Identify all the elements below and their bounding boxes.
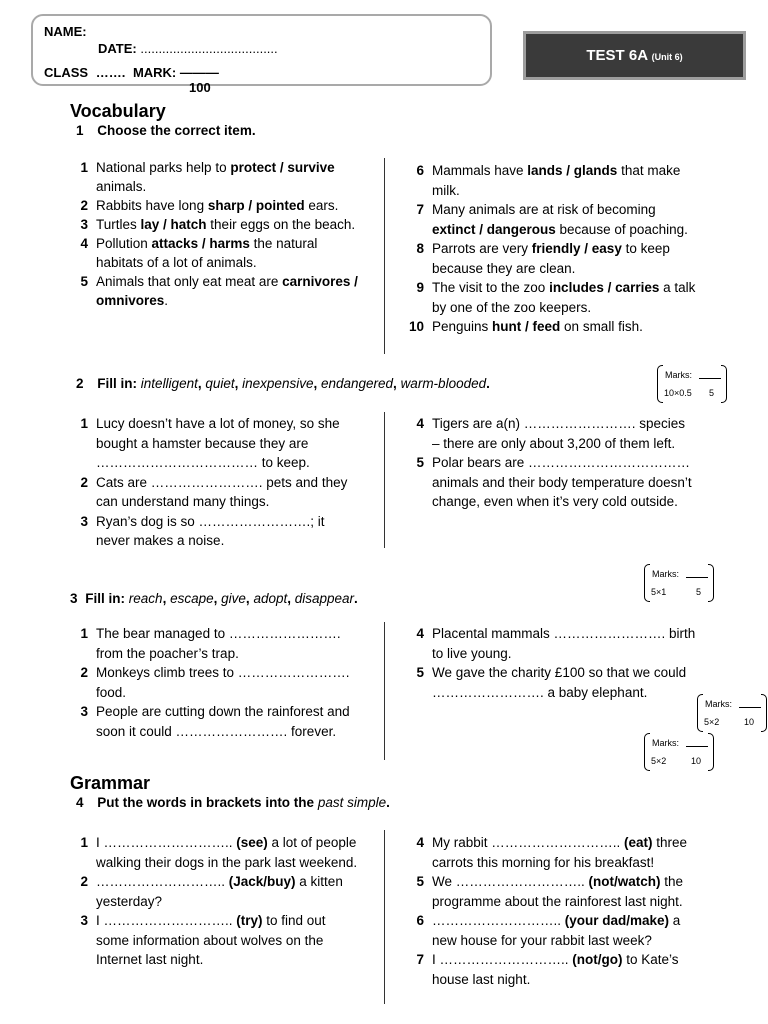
marks-blank[interactable] xyxy=(699,378,721,379)
marks-box xyxy=(697,694,767,732)
instruction-text: Put the words in brackets into the past simple. xyxy=(97,795,390,810)
class-mark-field[interactable] xyxy=(44,65,219,80)
marks-blank[interactable] xyxy=(739,707,761,708)
marks-calc: 5×1 xyxy=(651,587,667,597)
column-divider xyxy=(384,622,385,760)
question-number: 10 xyxy=(408,319,424,334)
exercise-3-right-column xyxy=(406,624,701,702)
test-title-banner xyxy=(523,31,746,80)
question-number: 3 xyxy=(80,913,88,928)
instruction-label: Fill in: xyxy=(85,591,126,606)
question-text: Monkeys climb trees to ……………………. food. xyxy=(96,665,350,700)
question-item[interactable] xyxy=(70,196,360,215)
question-item[interactable] xyxy=(406,950,696,989)
exercise-2-right-column xyxy=(406,414,696,512)
question-text: Parrots are very friendly / easy to keep because they are clean. xyxy=(432,241,670,276)
marks-blank[interactable] xyxy=(686,577,708,578)
exercise-number: 2 xyxy=(76,376,84,391)
question-item[interactable] xyxy=(70,215,360,234)
question-number: 8 xyxy=(416,241,424,256)
question-text: Tigers are a(n) ……………………. species – there are only about 3,200 of them left. xyxy=(432,416,686,451)
mark-total: 100 xyxy=(189,80,211,95)
marks-total: 5 xyxy=(708,388,714,398)
question-item[interactable] xyxy=(406,161,696,200)
question-item[interactable] xyxy=(406,872,696,911)
name-label: NAME: xyxy=(44,24,87,39)
exercise-1-instruction xyxy=(76,123,256,138)
question-number: 4 xyxy=(416,835,424,850)
question-text: The visit to the zoo includes / carries a talk by one of the zoo keepers. xyxy=(432,280,696,315)
marks-total: 10 xyxy=(743,717,754,727)
question-number: 1 xyxy=(80,835,88,850)
question-item[interactable] xyxy=(70,624,360,663)
question-item[interactable] xyxy=(406,453,696,512)
question-text: Turtles lay / hatch their eggs on the beach. xyxy=(96,217,356,232)
question-item[interactable] xyxy=(70,833,360,872)
question-item[interactable] xyxy=(70,234,360,272)
exercise-number: 1 xyxy=(76,123,84,138)
test-unit: (Unit 6) xyxy=(651,52,683,62)
word-bank: reach, escape, give, adopt, disappear. xyxy=(128,591,358,606)
question-number: 2 xyxy=(80,665,88,680)
question-text: National parks help to protect / survive animals. xyxy=(96,160,335,194)
marks-box xyxy=(644,564,714,602)
question-number: 1 xyxy=(80,626,88,641)
marks-label: Marks: xyxy=(705,699,732,709)
date-field[interactable] xyxy=(98,41,278,56)
question-text: Cats are ……………………. pets and they can understand many things. xyxy=(96,474,348,509)
question-text: Ryan’s dog is so …………………….; it never makes a noise. xyxy=(96,513,325,548)
question-item[interactable] xyxy=(406,239,696,278)
question-text: Many animals are at risk of becoming extinct / dangerous because of poaching. xyxy=(432,202,688,237)
marks-box xyxy=(644,733,714,771)
column-divider xyxy=(384,158,385,354)
question-item[interactable] xyxy=(70,473,360,512)
question-item[interactable] xyxy=(70,872,360,911)
date-label: DATE: xyxy=(98,41,137,56)
question-number: 1 xyxy=(80,416,88,431)
question-text: ……………………….. (Jack/buy) a kitten yesterday? xyxy=(96,874,343,909)
question-item[interactable] xyxy=(70,272,360,310)
marks-total: 10 xyxy=(690,756,701,766)
question-item[interactable] xyxy=(406,317,696,337)
marks-calc: 5×2 xyxy=(651,756,667,766)
question-text: The bear managed to ……………………. from the poacher’s trap. xyxy=(96,626,341,661)
exercise-4-left-column xyxy=(70,833,360,970)
question-item[interactable] xyxy=(406,833,696,872)
date-blank: ...................................... xyxy=(140,41,278,56)
exercise-1-right-column xyxy=(406,161,696,337)
question-text: Animals that only eat meat are carnivores / omnivores. xyxy=(96,274,358,308)
question-item[interactable] xyxy=(70,414,360,473)
mark-line: ——— xyxy=(179,65,219,80)
grammar-heading: Grammar xyxy=(70,773,151,793)
question-number: 4 xyxy=(416,416,424,431)
question-number: 4 xyxy=(80,236,88,251)
instruction-text: Choose the correct item. xyxy=(97,123,256,138)
question-number: 5 xyxy=(416,665,424,680)
question-number: 3 xyxy=(80,513,88,529)
marks-label: Marks: xyxy=(665,370,692,380)
question-number: 2 xyxy=(80,874,88,889)
class-blank: ……. xyxy=(95,65,126,80)
mark-label: MARK: xyxy=(132,65,177,80)
question-number: 7 xyxy=(416,952,424,967)
exercise-3-left-column xyxy=(70,624,360,741)
column-divider xyxy=(384,412,385,548)
question-number: 5 xyxy=(80,274,88,289)
question-item[interactable] xyxy=(406,200,696,239)
question-text: My rabbit ……………………….. (eat) three carrots this morning for his breakfast! xyxy=(432,835,688,870)
question-number: 2 xyxy=(80,198,88,213)
question-number: 6 xyxy=(416,163,424,178)
question-text: Pollution attacks / harms the natural habitats of a lot of animals. xyxy=(96,236,318,270)
question-item[interactable] xyxy=(406,663,701,702)
question-number: 4 xyxy=(416,626,424,641)
question-number: 6 xyxy=(416,913,424,928)
exercise-4-right-column xyxy=(406,833,696,989)
question-text: Placental mammals ……………………. birth to live young. xyxy=(432,626,696,661)
question-item[interactable] xyxy=(406,624,701,663)
marks-label: Marks: xyxy=(652,569,679,579)
question-text: I ……………………….. (not/go) to Kate’s house last night. xyxy=(432,952,679,987)
word-bank: intelligent, quiet, inexpensive, endangered, warm-blooded. xyxy=(140,376,490,391)
class-label: CLASS xyxy=(44,65,89,80)
question-item[interactable] xyxy=(406,414,696,453)
question-item[interactable] xyxy=(70,158,360,196)
question-text: Penguins hunt / feed on small fish. xyxy=(432,319,643,334)
marks-label: Marks: xyxy=(652,738,679,748)
exercise-number: 3 xyxy=(70,591,78,606)
question-text: Lucy doesn’t have a lot of money, so she bought a hamster because they are ……………………………… to keep. xyxy=(96,416,340,470)
marks-box xyxy=(657,365,727,403)
marks-calc: 5×2 xyxy=(704,717,720,727)
question-item[interactable] xyxy=(406,911,696,950)
question-number: 9 xyxy=(416,280,424,295)
question-item[interactable] xyxy=(70,702,360,741)
question-item[interactable] xyxy=(70,663,360,702)
question-text: Rabbits have long sharp / pointed ears. xyxy=(96,198,339,213)
question-number: 1 xyxy=(80,160,88,175)
marks-total: 5 xyxy=(695,587,701,597)
marks-blank[interactable] xyxy=(686,746,708,747)
question-item[interactable] xyxy=(406,278,696,317)
question-text: We gave the charity £100 so that we could ……………………. a baby elephant. xyxy=(432,665,687,700)
question-text: People are cutting down the rainforest and soon it could ……………………. forever. xyxy=(96,704,350,739)
question-item[interactable] xyxy=(70,911,360,970)
question-text: I ……………………….. (try) to find out some information about wolves on the Internet last night. xyxy=(96,913,326,967)
question-number: 5 xyxy=(416,455,424,470)
question-text: I ……………………….. (see) a lot of people walking their dogs in the park last weekend. xyxy=(96,835,358,870)
question-text: ……………………….. (your dad/make) a new house for your rabbit last week? xyxy=(432,913,681,948)
question-text: Polar bears are ……………………………… animals and their body temperature doesn’t change, even when it’s very cold outside. xyxy=(432,455,692,509)
test-title: TEST 6A xyxy=(586,47,648,64)
question-number: 7 xyxy=(416,202,424,217)
question-item[interactable] xyxy=(70,512,360,551)
question-text: We ……………………….. (not/watch) the programme about the rainforest last night. xyxy=(432,874,684,909)
question-number: 5 xyxy=(416,874,424,889)
instruction-label: Fill in: xyxy=(97,376,138,391)
exercise-3-instruction xyxy=(70,591,358,606)
exercise-1-left-column xyxy=(70,158,360,310)
column-divider xyxy=(384,830,385,1004)
question-number: 3 xyxy=(80,217,88,232)
question-number: 2 xyxy=(80,474,88,490)
exercise-2-instruction xyxy=(76,376,490,391)
exercise-number: 4 xyxy=(76,795,84,810)
question-text: Mammals have lands / glands that make milk. xyxy=(432,163,681,198)
exercise-2-left-column xyxy=(70,414,360,551)
vocabulary-heading: Vocabulary xyxy=(70,101,166,121)
question-number: 3 xyxy=(80,704,88,719)
exercise-4-instruction xyxy=(76,795,390,810)
marks-calc: 10×0.5 xyxy=(664,388,692,398)
